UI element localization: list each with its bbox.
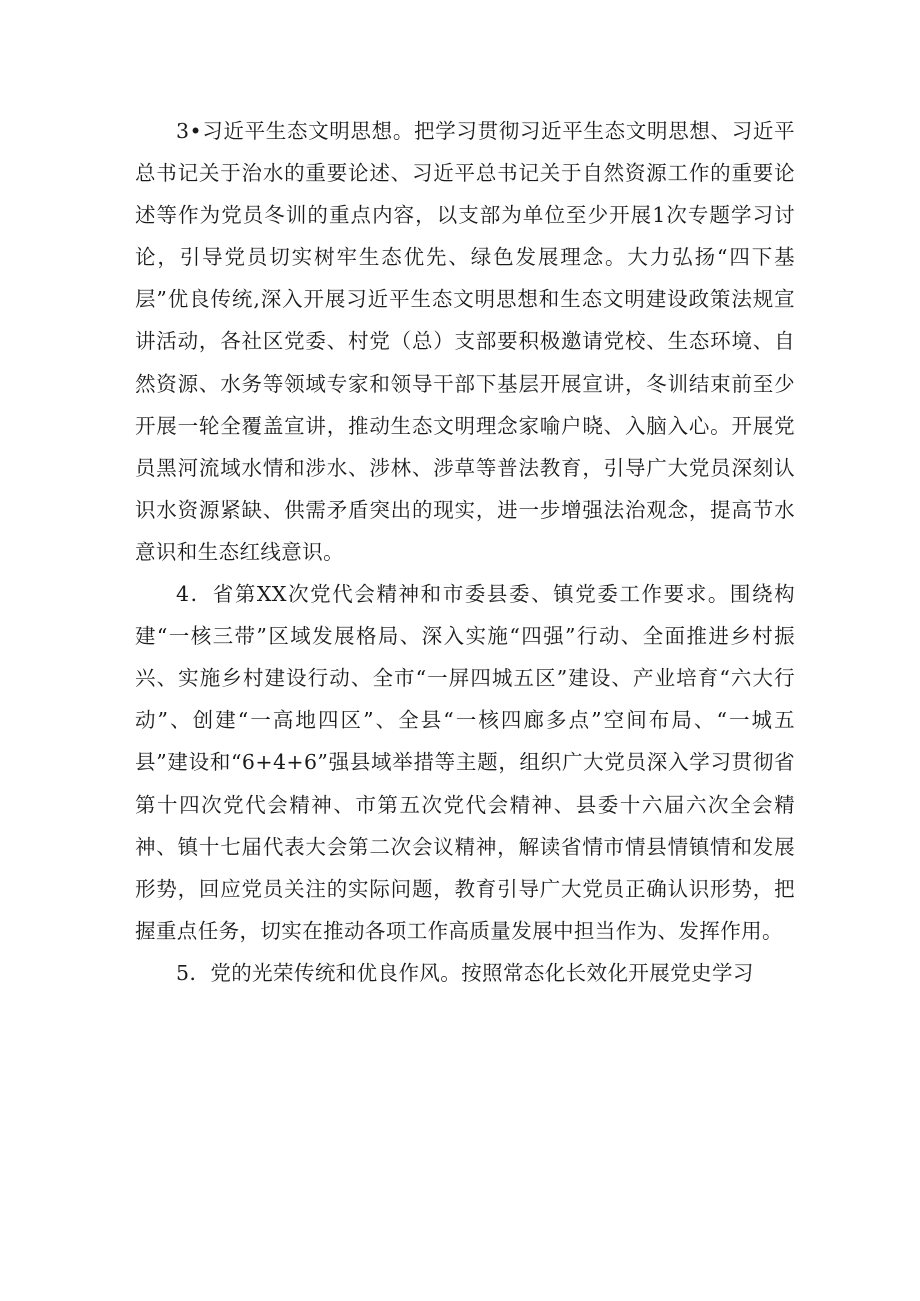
document-body <box>135 110 795 994</box>
paragraph-ecological-civilization: 3•习近平生态文明思想。把学习贯彻习近平生态文明思想、习近平总书记关于治水的重要论述、习近平总书记关于自然资源工作的重要论述等作为党员冬训的重点内容，以支部为单位至少开展1次专题学习讨论，引导党员切实树牢生态优先、绿色发展理念。大力弘扬“四下基层”优良传统,深入开展习近平生态文明思想和生态文明建设政策法规宣讲活动，各社区党委、村党（总）支部要积极邀请党校、生态环境、自然资源、水务等领域专家和领导干部下基层开展宣讲，冬训结束前至少开展一轮全覆盖宣讲，推动生态文明理念家喻户晓、入脑入心。开展党员黑河流域水情和涉水、涉林、涉草等普法教育，引导广大党员深刻认识水资源紧缺、供需矛盾突出的现实，进一步增强法治观念，提高节水意识和生态红线意识。 <box>135 119 795 564</box>
paragraph-party-congress-spirit: 4．省第XX次党代会精神和市委县委、镇党委工作要求。围绕构建“一核三带”区域发展格局、深入实施“四强”行动、全面推进乡村振兴、实施乡村建设行动、全市“一屏四城五区”建设、产业培育“六大行动”、创建“一高地四区”、全县“一核四廊多点”空间布局、“一城五县”建设和“6+4+6”强县域举措等主题，组织广大党员深入学习贯彻省第十四次党代会精神、市第五次党代会精神、县委十六届六次全会精神、镇十七届代表大会第二次会议精神，解读省情市情县情镇情和发展形势，回应党员关注的实际问题，教育引导广大党员正确认识形势，把握重点任务，切实在推动各项工作高质量发展中担当作为、发挥作用。 <box>135 582 795 943</box>
paragraph-party-traditions: 5．党的光荣传统和优良作风。按照常态化长效化开展党史学习 <box>176 960 754 985</box>
